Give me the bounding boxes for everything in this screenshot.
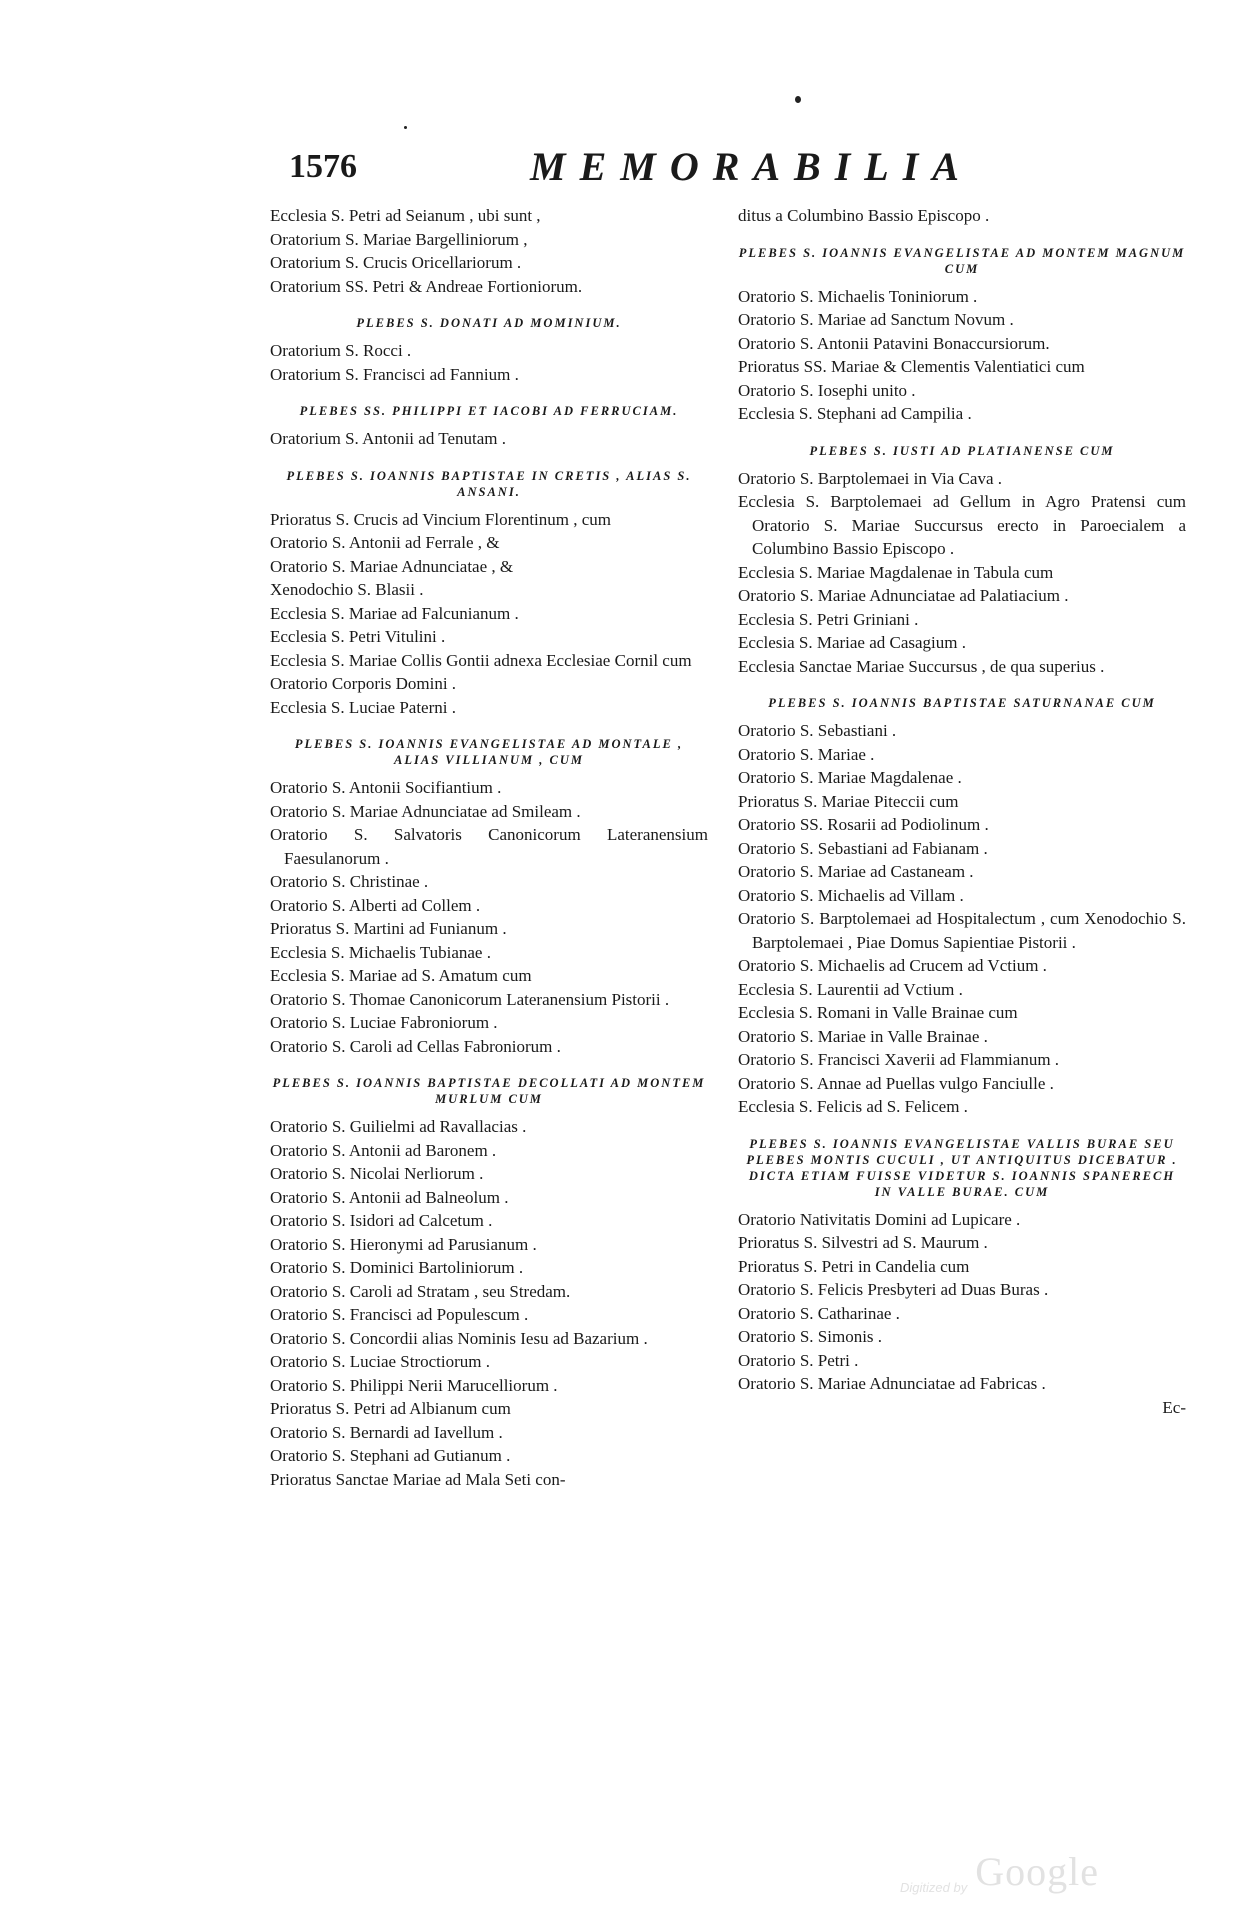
church-entry: Ecclesia S. Mariae Magdalenae in Tabula cum	[738, 562, 1054, 582]
church-entry: Oratorium S. Francisci ad Fannium .	[270, 364, 519, 384]
church-entry: Oratorio S. Guilielmi ad Ravallacias .	[270, 1117, 527, 1136]
church-entry: Prioratus S. Silvestri ad S. Maurum .	[738, 1233, 988, 1252]
digitization-watermark	[900, 1849, 1140, 1895]
ink-speck	[404, 126, 407, 129]
church-entry: Oratorio S. Francisci ad Populescum .	[270, 1305, 529, 1324]
church-entry: Ecclesia S. Mariae ad Falcunianum .	[270, 603, 519, 623]
church-entry: Oratorio S. Dominici Bartoliniorum .	[270, 1258, 524, 1277]
church-entry: Oratorium S. Crucis Oricellariorum .	[270, 253, 522, 272]
church-entry: Oratorio S. Salvatoris Canonicorum Lateranensium Faesulanorum .	[270, 825, 708, 868]
church-entry: Oratorium S. Mariae Bargelliniorum ,	[270, 229, 528, 249]
church-entry: Oratorio S. Mariae Adnunciatae , &	[270, 556, 514, 576]
plebs-heading: PLEBES S. IOANNIS BAPTISTAE SATURNANAE CUM	[768, 696, 1156, 710]
church-entry: Ecclesia S. Mariae Collis Gontii adnexa Ecclesiae Cornil cum	[270, 650, 692, 670]
church-entry: Ecclesia S. Barptolemaei ad Gellum in Agro Pratensi cum Oratorio S. Mariae Succursus erecto in Paroecialem a Columbino Bassio Episcopo .	[738, 492, 1186, 558]
church-entry: Oratorio S. Antonii Socifiantium .	[270, 778, 502, 797]
church-entry: Oratorio S. Hieronymi ad Parusianum .	[270, 1234, 537, 1254]
church-entry: Oratorio S. Iosephi unito .	[738, 380, 916, 400]
watermark-prefix: Digitized by	[900, 1880, 968, 1895]
church-entry: Oratorio S. Antonii ad Baronem .	[270, 1140, 497, 1160]
church-entry: Oratorium S. Rocci .	[270, 341, 412, 360]
church-entry: Ecclesia S. Michaelis Tubianae .	[270, 942, 491, 962]
church-entry: Oratorio S. Mariae ad Sanctum Novum .	[738, 310, 1014, 329]
church-entry: Oratorium S. Antonii ad Tenutam .	[270, 429, 506, 448]
church-entry: Oratorio S. Barptolemaei in Via Cava .	[738, 468, 1002, 488]
church-entry: Oratorio S. Michaelis ad Crucem ad Vctium .	[738, 956, 1047, 975]
church-entry: Oratorio S. Catharinae .	[738, 1303, 900, 1323]
church-entry: Prioratus S. Martini ad Funianum .	[270, 919, 507, 938]
church-entry: Oratorio S. Sebastiani ad Fabianam .	[738, 838, 988, 858]
church-entry: Ecclesia S. Petri Griniani .	[738, 609, 919, 629]
church-entry: Ecclesia S. Mariae ad Casagium .	[738, 633, 967, 652]
church-entry: Oratorio S. Felicis Presbyteri ad Duas Buras .	[738, 1280, 1049, 1299]
church-entry: Oratorio S. Michaelis ad Villam .	[738, 885, 964, 905]
church-entry: Oratorio S. Caroli ad Stratam , seu Stredam.	[270, 1281, 571, 1301]
church-entry: Oratorio S. Concordii alias Nominis Iesu ad Bazarium .	[270, 1328, 648, 1348]
church-entry: Prioratus SS. Mariae & Clementis Valentiatici cum	[738, 357, 1085, 376]
church-entry: Prioratus S. Petri in Candelia cum	[738, 1256, 970, 1276]
church-entry: Xenodochio S. Blasii .	[270, 580, 424, 599]
church-entry: Oratorio S. Mariae .	[738, 744, 875, 764]
church-entry: Ecclesia Sanctae Mariae Succursus , de qua superius .	[738, 656, 1105, 676]
church-entry: Oratorio S. Francisci Xaverii ad Flammianum .	[738, 1050, 1060, 1069]
google-logo: Google	[975, 1849, 1099, 1894]
plebs-heading: PLEBES S. IOANNIS EVANGELISTAE VALLIS BURAE SEU PLEBES MONTIS CUCULI , UT ANTIQUITUS DICEBATUR . DICTA ETIAM FUISSE VIDETUR S. IOANNIS SPANERECH IN VALLE BURAE. CUM	[746, 1136, 1178, 1199]
plebs-heading: PLEBES S. IOANNIS EVANGELISTAE AD MONTALE , ALIAS VILLIANUM , CUM	[294, 737, 684, 767]
plebs-heading: PLEBES S. IOANNIS BAPTISTAE IN CRETIS , ALIAS S. ANSANI.	[286, 468, 692, 499]
catchword: Ec-	[1162, 1397, 1186, 1417]
church-entry: Oratorio S. Philippi Nerii Marucelliorum .	[270, 1375, 558, 1395]
church-entry: Oratorio S. Mariae Adnunciatae ad Smileam .	[270, 801, 581, 821]
church-entry: Ecclesia S. Romani in Valle Brainae cum	[738, 1003, 1018, 1022]
church-entry: Oratorio Nativitatis Domini ad Lupicare .	[738, 1209, 1021, 1229]
church-entry: Prioratus S. Mariae Piteccii cum	[738, 791, 959, 811]
church-entry: Oratorio S. Caroli ad Cellas Fabroniorum .	[270, 1036, 561, 1056]
church-entry: Oratorio S. Simonis .	[738, 1327, 883, 1346]
left-column	[270, 204, 708, 1491]
church-entry: Oratorio S. Mariae in Valle Brainae .	[738, 1026, 988, 1046]
church-entry: Oratorio S. Thomae Canonicorum Lateranensium Pistorii .	[270, 989, 670, 1009]
church-entry: Prioratus S. Petri ad Albianum cum	[270, 1399, 511, 1418]
church-entry: Oratorio S. Mariae ad Castaneam .	[738, 862, 974, 881]
church-entry: Oratorio S. Sebastiani .	[738, 721, 897, 740]
church-entry: Oratorio S. Mariae Adnunciatae ad Fabricas .	[738, 1374, 1046, 1393]
church-entry: Oratorio S. Nicolai Nerliorum .	[270, 1164, 484, 1183]
church-entry: Ecclesia S. Petri Vitulini .	[270, 627, 446, 646]
church-entry: Oratorio S. Michaelis Toniniorum .	[738, 286, 978, 306]
church-entry: Oratorio S. Antonii Patavini Bonaccursiorum.	[738, 333, 1050, 353]
church-entry: Oratorio Corporis Domini .	[270, 674, 457, 693]
right-column	[738, 204, 1186, 1419]
church-entry: Oratorio SS. Rosarii ad Podiolinum .	[738, 815, 989, 834]
plebs-heading: PLEBES S. IUSTI AD PLATIANENSE CUM	[809, 443, 1115, 458]
plebs-heading: PLEBES SS. PHILIPPI ET IACOBI AD FERRUCIAM.	[299, 404, 679, 418]
church-entry: Oratorio S. Isidori ad Calcetum .	[270, 1211, 493, 1230]
ink-speck	[795, 96, 801, 103]
church-entry: Oratorio S. Luciae Stroctiorum .	[270, 1352, 491, 1371]
church-entry: Ecclesia S. Mariae ad S. Amatum cum	[270, 966, 532, 985]
church-entry: Oratorio S. Antonii ad Ferrale , &	[270, 533, 500, 552]
church-entry: Oratorio S. Stephani ad Gutianum .	[270, 1446, 511, 1465]
church-entry: Oratorio S. Annae ad Puellas vulgo Fanciulle .	[738, 1073, 1054, 1093]
church-entry: Oratorio S. Barptolemaei ad Hospitalectum , cum Xenodochio S. Barptolemaei , Piae Domus Sapientiae Pistorii .	[738, 909, 1186, 952]
church-entry: Ecclesia S. Petri ad Seianum , ubi sunt ,	[270, 206, 541, 225]
running-title: MEMORABILIA	[530, 144, 973, 189]
church-entry: Ecclesia S. Felicis ad S. Felicem .	[738, 1097, 968, 1116]
plebs-heading: PLEBES S. IOANNIS BAPTISTAE DECOLLATI AD MONTEM MURLUM CUM	[272, 1076, 706, 1106]
church-entry: Oratorio S. Alberti ad Collem .	[270, 895, 481, 915]
plebs-heading: PLEBES S. IOANNIS EVANGELISTAE AD MONTEM MAGNUM CUM	[738, 245, 1186, 276]
church-entry: ditus a Columbino Bassio Episcopo .	[738, 206, 990, 225]
church-entry: Oratorio S. Mariae Magdalenae .	[738, 768, 962, 787]
page-number: 1576	[289, 148, 357, 185]
church-entry: Ecclesia S. Laurentii ad Vctium .	[738, 979, 963, 999]
church-entry: Prioratus S. Crucis ad Vincium Florentinum , cum	[270, 509, 612, 529]
church-entry: Oratorio S. Petri .	[738, 1350, 859, 1370]
church-entry: Oratorio S. Antonii ad Balneolum .	[270, 1187, 509, 1207]
church-entry: Prioratus Sanctae Mariae ad Mala Seti con-	[270, 1469, 566, 1489]
church-entry: Ecclesia S. Stephani ad Campilia .	[738, 404, 972, 423]
plebs-heading: PLEBES S. DONATI AD MOMINIUM.	[356, 316, 622, 330]
church-entry: Oratorio S. Bernardi ad Iavellum .	[270, 1422, 503, 1442]
church-entry: Oratorio S. Christinae .	[270, 872, 429, 891]
church-entry: Oratorio S. Mariae Adnunciatae ad Palatiacium .	[738, 586, 1069, 605]
church-entry: Oratorium SS. Petri & Andreae Fortioniorum.	[270, 276, 583, 296]
church-entry: Ecclesia S. Luciae Paterni .	[270, 697, 456, 717]
church-entry: Oratorio S. Luciae Fabroniorum .	[270, 1013, 498, 1032]
